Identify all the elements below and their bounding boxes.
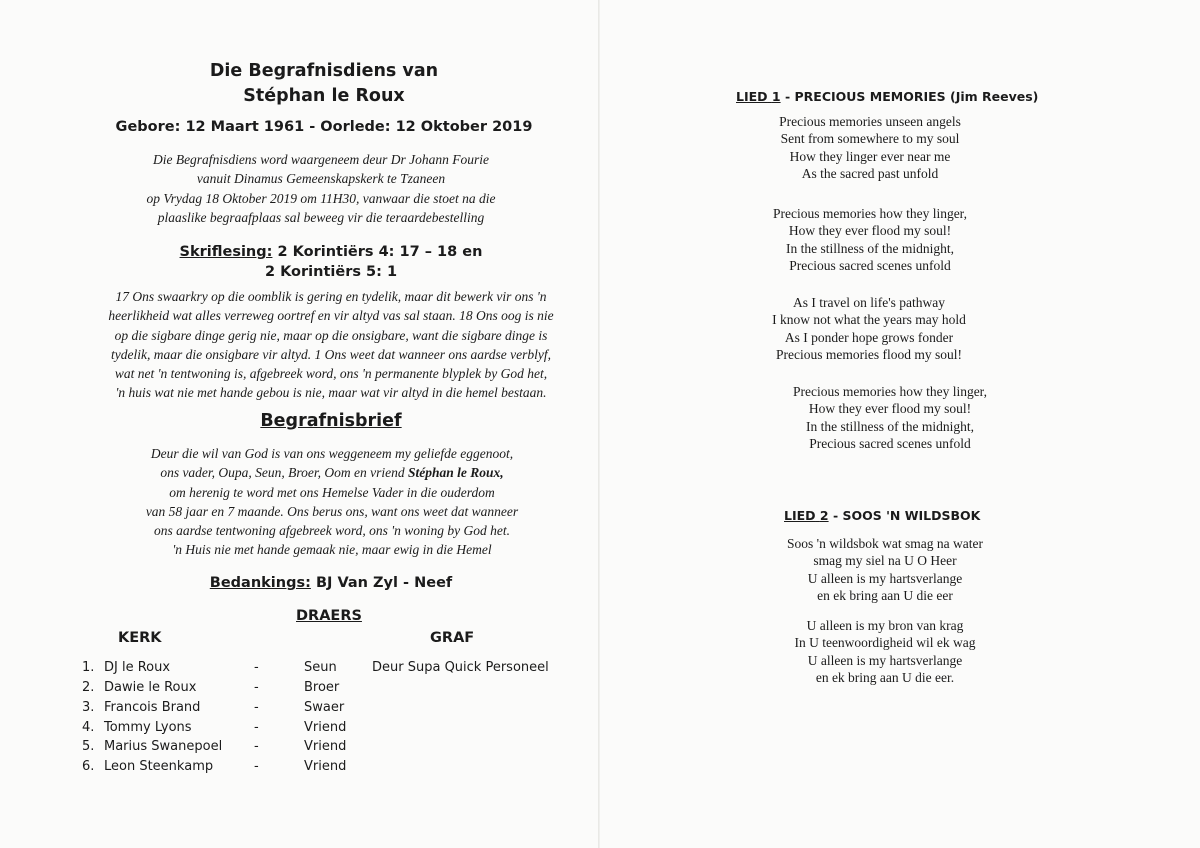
song-number: 2	[819, 508, 829, 523]
lyric-line: How they linger ever near me	[789, 148, 951, 164]
lyric-line: I know not what the years may hold	[772, 312, 966, 328]
song-2-heading	[784, 508, 980, 523]
letter-line: om herenig te word met ons Hemelse Vader in die ouderdom	[169, 484, 495, 500]
bearer-dash: -	[254, 660, 259, 675]
song-1-label	[736, 89, 781, 104]
reading-text	[32, 287, 630, 403]
letter-line: van 58 jaar en 7 maande. Ons berus ons, want ons weet dat wanneer	[145, 503, 519, 519]
lyric-line: Precious sacred scenes unfold	[809, 435, 971, 451]
song-2-verse	[735, 535, 1035, 604]
lyric-line: Precious memories flood my soul!	[776, 346, 962, 362]
service-intro	[22, 150, 620, 227]
lyric-line: In the stillness of the midnight,	[806, 418, 974, 434]
song-1-heading	[736, 89, 1038, 104]
bearer-row	[0, 739, 400, 759]
reading-line: tydelik, maar die onsigbare vir altyd. 1 Ons weet dat wanneer ons aardse verblyf,	[111, 346, 551, 362]
lyric-line: U alleen is my hartsverlange	[807, 570, 963, 586]
bearer-relation: Seun	[304, 660, 337, 675]
letter-line-text: ons vader, Oupa, Seun, Broer, Oom en vriend	[160, 465, 405, 481]
bearer-number: 1.	[82, 660, 95, 675]
lyric-line: U alleen is my bron van krag	[806, 618, 964, 633]
letter-line: ons aardse tentwoning afgebreek word, ons 'n woning by God het.	[153, 523, 511, 539]
lyric-line: In U teenwoordigheid wil ek wag	[794, 635, 976, 651]
song-1-verse	[730, 113, 1010, 182]
bearer-relation: Swaer	[304, 700, 345, 715]
reading-line: 17 Ons swaarkry op die oomblik is gering en tydelik, maar dit bewerk vir ons 'n	[115, 289, 547, 304]
letter-heading: Begrafnisbrief	[260, 411, 402, 431]
bearer-name: Dawie le Roux	[104, 680, 197, 695]
lyric-line: How they ever flood my soul!	[808, 401, 972, 417]
bearer-number: 2.	[82, 680, 95, 695]
title-line-1: Die Begrafnisdiens van	[209, 61, 439, 81]
letter-line	[33, 463, 631, 482]
lyric-line: How they ever flood my soul!	[788, 223, 952, 239]
bearer-name: Leon Steenkamp	[104, 759, 214, 774]
bearer-row	[0, 720, 400, 740]
lyric-line: Precious memories unseen angels	[779, 114, 961, 129]
service-intro-line: Die Begrafnisdiens word waargeneem deur Dr Johann Fourie	[152, 152, 490, 167]
bearer-row	[0, 680, 400, 700]
lyric-line: Precious memories how they linger,	[792, 384, 988, 399]
reading-label: Skriflesing:	[179, 244, 273, 260]
lyric-line: en ek bring aan U die eer.	[815, 669, 955, 685]
lyric-line: smag my siel na U O Heer	[813, 553, 957, 569]
thanks-label: Bedankings:	[209, 575, 311, 591]
bearer-dash: -	[254, 700, 259, 715]
bearer-row	[0, 759, 400, 779]
bearer-relation: Vriend	[304, 720, 347, 735]
right-page	[600, 0, 1200, 848]
left-page	[0, 0, 598, 848]
bearer-dash: -	[254, 759, 259, 774]
song-2-title: - SOOS 'N WILDSBOK	[832, 508, 981, 523]
song-2-label	[784, 508, 829, 523]
bearer-number: 6.	[82, 759, 95, 774]
bearer-name: Francois Brand	[104, 700, 201, 715]
lyric-line: U alleen is my hartsverlange	[807, 652, 963, 668]
bearers-heading: DRAERS	[296, 608, 362, 624]
lyric-line: As I travel on life's pathway	[792, 295, 945, 310]
bearer-name: DJ le Roux	[104, 660, 171, 675]
song-1-artist: (Jim Reeves)	[950, 89, 1039, 104]
reading-reference-2: 2 Korintiërs 5: 1	[264, 264, 398, 280]
title-line-2: Stéphan le Roux	[243, 86, 405, 106]
song-2-verse	[735, 617, 1035, 686]
song-1-verse	[750, 383, 1030, 452]
thanks-value: BJ Van Zyl - Neef	[315, 575, 453, 591]
deceased-name: Stéphan le Roux,	[408, 465, 504, 481]
church-bearers-label: KERK	[118, 630, 162, 646]
lyric-line: Soos 'n wildsbok wat smag na water	[787, 536, 983, 551]
bearer-number: 5.	[82, 739, 95, 754]
bearer-relation: Broer	[304, 680, 340, 695]
lyric-line: As the sacred past unfold	[801, 165, 939, 181]
lyric-line: en ek bring aan U die eer	[817, 587, 953, 603]
birth-death-dates: Gebore: 12 Maart 1961 - Oorlede: 12 Oktober 2019	[115, 119, 533, 135]
reading-line: op die sigbare dinge gerig nie, maar op die onsigbare, want die sigbare dinge is	[114, 327, 548, 343]
lyric-line: Precious memories how they linger,	[772, 206, 968, 221]
letter-line: Deur die wil van God is van ons weggeneem my geliefde eggenoot,	[150, 446, 514, 461]
letter-text	[33, 444, 631, 560]
song-label-text: LIED	[784, 508, 816, 523]
bearer-dash: -	[254, 720, 259, 735]
service-intro-line: plaaslike begraafplaas sal beweeg vir die teraardebestelling	[157, 209, 485, 225]
lyric-line: Precious sacred scenes unfold	[789, 257, 951, 273]
reading-reference-1: 2 Korintiërs 4: 17 – 18 en	[277, 244, 483, 260]
lyric-line: In the stillness of the midnight,	[786, 240, 954, 256]
lyric-line: Sent from somewhere to my soul	[780, 131, 960, 147]
bearer-dash: -	[254, 739, 259, 754]
thanks-line	[32, 575, 630, 591]
song-number: 1	[771, 89, 781, 104]
bearer-name: Tommy Lyons	[104, 720, 192, 735]
bearer-dash: -	[254, 680, 259, 695]
grave-bearers-label: GRAF	[430, 630, 475, 646]
bearer-number: 4.	[82, 720, 95, 735]
bearer-name: Marius Swanepoel	[104, 739, 223, 754]
song-1-verse	[724, 294, 1014, 363]
reading-heading	[32, 244, 630, 260]
service-intro-line: op Vrydag 18 Oktober 2019 om 11H30, vanwaar die stoet na die	[146, 190, 496, 206]
service-intro-line: vanuit Dinamus Gemeenskapskerk te Tzaneen	[196, 171, 446, 187]
song-1-verse	[730, 205, 1010, 274]
song-1-title: - PRECIOUS MEMORIES	[784, 89, 946, 104]
bearer-relation: Vriend	[304, 759, 347, 774]
letter-line: 'n Huis nie met hande gemaak nie, maar ewig in die Hemel	[172, 542, 492, 558]
grave-bearers-value: Deur Supa Quick Personeel	[372, 660, 549, 675]
bearer-row	[0, 660, 400, 680]
reading-line: wat net 'n tentwoning is, afgebreek word, ons 'n permanente blyplek by God het,	[114, 366, 548, 382]
bearer-row	[0, 700, 400, 720]
lyric-line: As I ponder hope grows fonder	[784, 329, 954, 345]
reading-line: heerlikheid wat alles verreweg oortref en vir altyd vas sal staan. 18 Ons oog is nie	[108, 308, 554, 324]
bearer-relation: Vriend	[304, 739, 347, 754]
bearer-number: 3.	[82, 700, 95, 715]
song-label-text: LIED	[736, 89, 768, 104]
reading-line: 'n huis wat nie met hande gebou is nie, maar wat vir altyd in die hemel bestaan.	[115, 385, 547, 401]
